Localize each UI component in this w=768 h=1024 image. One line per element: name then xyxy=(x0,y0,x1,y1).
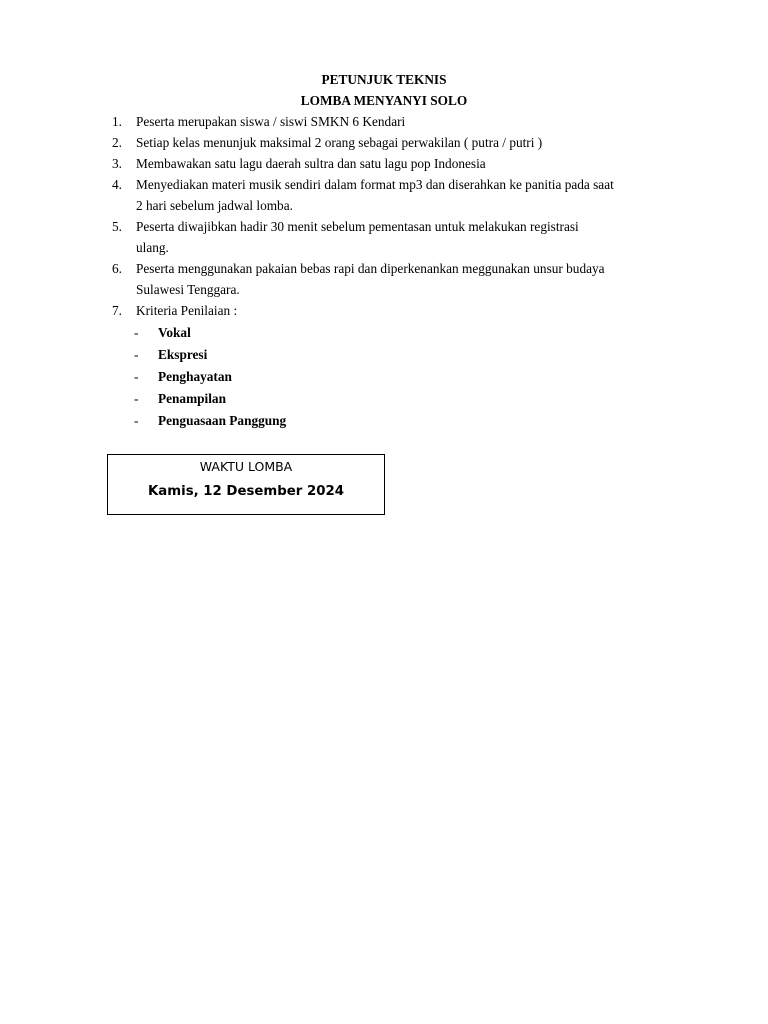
criteria-label: Ekspresi xyxy=(158,347,208,362)
bullet-dash: - xyxy=(134,325,139,340)
rule-text: Sulawesi Tenggara. xyxy=(136,282,240,297)
rule-text: Peserta menggunakan pakaian bebas rapi dan diperkenankan meggunakan unsur budaya xyxy=(136,261,605,276)
rule-text: Menyediakan materi musik sendiri dalam format mp3 dan diserahkan ke panitia pada saat xyxy=(136,177,614,192)
bullet-dash: - xyxy=(134,413,139,428)
rule-number: 2. xyxy=(112,135,122,150)
rule-number: 5. xyxy=(112,219,122,234)
rule-number: 6. xyxy=(112,261,122,276)
rule-text: Peserta merupakan siswa / siswi SMKN 6 Kendari xyxy=(136,114,406,129)
bullet-dash: - xyxy=(134,347,139,362)
schedule-date: Kamis, 12 Desember 2024 xyxy=(148,484,344,499)
criteria-label: Penguasaan Panggung xyxy=(158,413,287,428)
rule-text: Setiap kelas menunjuk maksimal 2 orang sebagai perwakilan ( putra / putri ) xyxy=(136,135,543,150)
criteria-label: Penghayatan xyxy=(158,369,232,384)
rule-number: 3. xyxy=(112,156,122,171)
rule-text: 2 hari sebelum jadwal lomba. xyxy=(136,198,293,213)
rule-text: Membawakan satu lagu daerah sultra dan satu lagu pop Indonesia xyxy=(136,156,486,171)
schedule-label: WAKTU LOMBA xyxy=(199,459,293,474)
bullet-dash: - xyxy=(134,369,139,384)
rule-text: ulang. xyxy=(136,240,169,255)
criteria-label: Vokal xyxy=(158,325,191,340)
rule-text: Peserta diwajibkan hadir 30 menit sebelum pementasan untuk melakukan registrasi xyxy=(136,219,579,234)
rule-text: Kriteria Penilaian : xyxy=(136,303,238,318)
rule-number: 1. xyxy=(112,114,122,129)
document-subtitle: LOMBA MENYANYI SOLO xyxy=(300,93,468,108)
criteria-label: Penampilan xyxy=(158,391,226,406)
rule-number: 4. xyxy=(112,177,122,192)
schedule-box xyxy=(107,454,385,515)
bullet-dash: - xyxy=(134,391,139,406)
document-title: PETUNJUK TEKNIS xyxy=(321,72,447,87)
rule-number: 7. xyxy=(112,303,122,318)
